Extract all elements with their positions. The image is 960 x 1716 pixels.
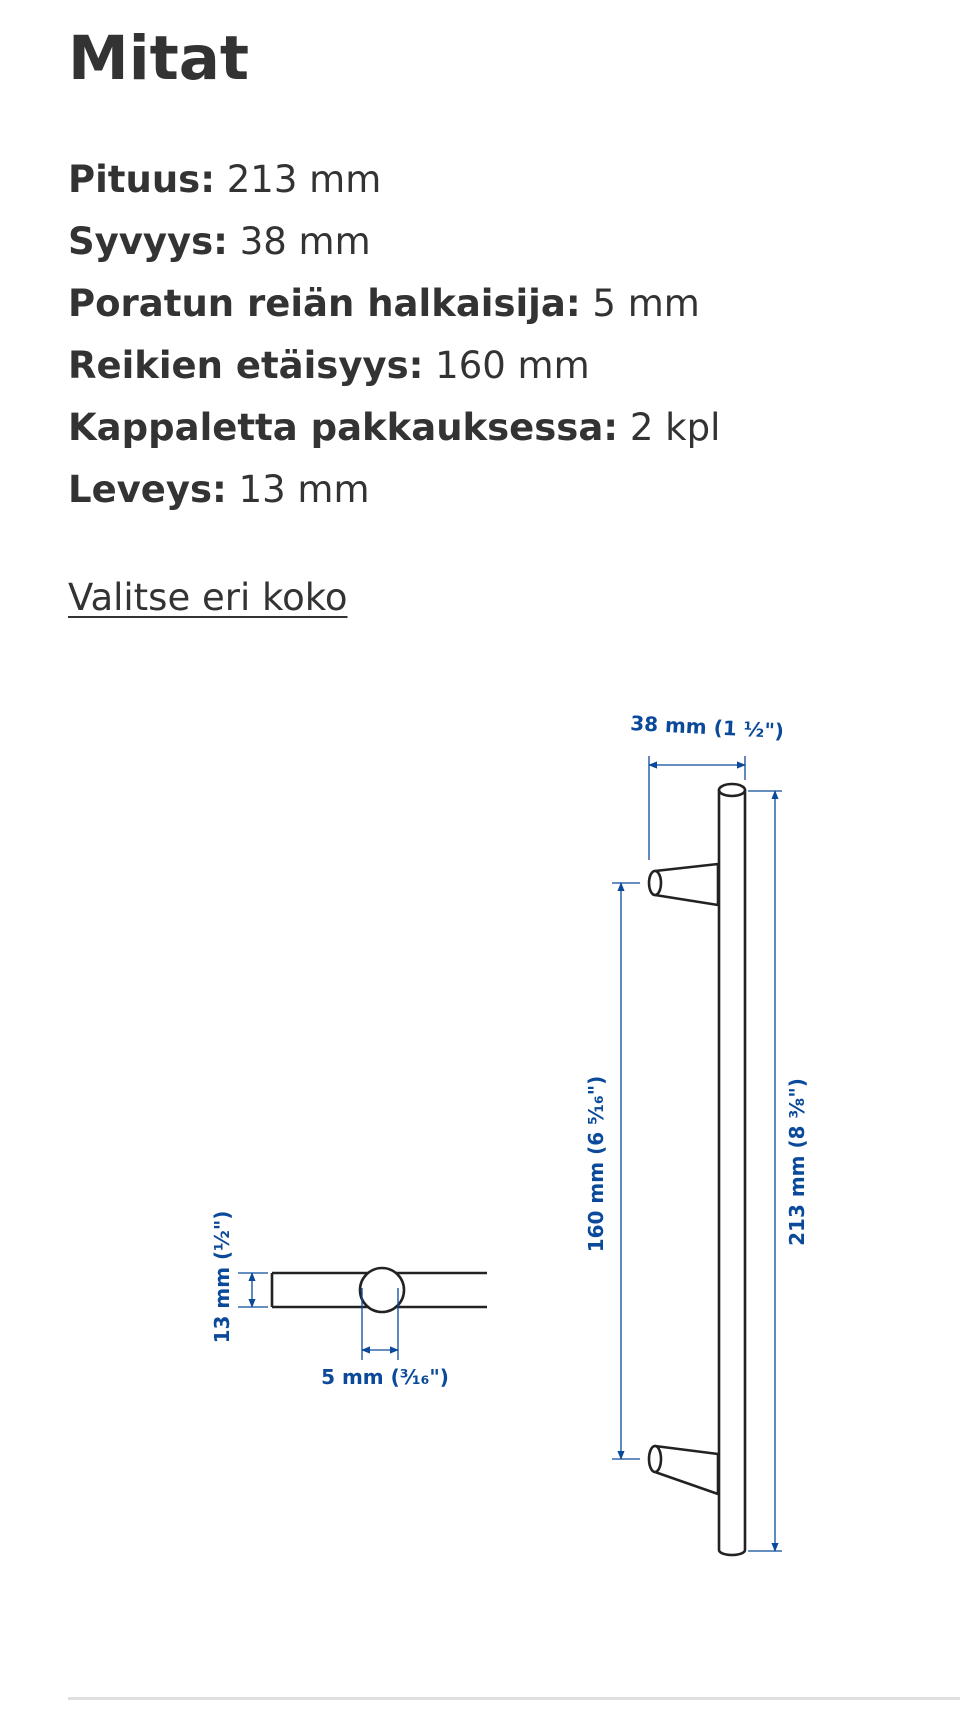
spec-hole-diameter: Poratun reiän halkaisija: 5 mm <box>68 282 700 325</box>
choose-size-link[interactable]: Valitse eri koko <box>68 576 348 619</box>
spec-length: Pituus: 213 mm <box>68 158 382 201</box>
handle-lower-leg-end <box>649 1446 661 1472</box>
spec-value: 2 kpl <box>629 406 721 449</box>
spec-value: 160 mm <box>435 344 590 387</box>
spec-width: Leveys: 13 mm <box>68 468 370 511</box>
spec-label: Poratun reiän halkaisija <box>68 282 566 325</box>
handle-lower-leg <box>655 1446 718 1494</box>
spec-value: 13 mm <box>238 468 370 511</box>
spec-label: Syvyys <box>68 220 214 263</box>
dim-depth-label: 38 mm (1 ½") <box>629 711 785 744</box>
handle-side-view <box>649 784 745 1555</box>
handle-bar-top <box>719 784 745 796</box>
dim-length-label: 213 mm (8 ³⁄₈") <box>785 1078 809 1246</box>
spec-label: Reikien etäisyys <box>68 344 409 387</box>
handle-cross-section <box>272 1268 487 1312</box>
dim-hole-diameter-label: 5 mm (³⁄₁₆") <box>321 1365 449 1389</box>
spec-value: 5 mm <box>592 282 700 325</box>
spec-label: Kappaletta pakkauksessa <box>68 406 604 449</box>
spec-hole-spacing: Reikien etäisyys: 160 mm <box>68 344 590 387</box>
spec-label: Pituus <box>68 158 201 201</box>
section-divider <box>68 1697 960 1700</box>
spec-label: Leveys <box>68 468 213 511</box>
handle-upper-leg-end <box>649 871 661 895</box>
spec-pieces-per-pack: Kappaletta pakkauksessa: 2 kpl <box>68 406 721 449</box>
handle-upper-leg <box>655 864 718 905</box>
spec-depth: Syvyys: 38 mm <box>68 220 371 263</box>
handle-bar <box>719 790 745 1555</box>
dimensions-list <box>68 149 720 521</box>
spec-value: 213 mm <box>226 158 382 201</box>
page-title: Mitat <box>68 23 250 94</box>
dim-hole-spacing-label: 160 mm (6 ⁵⁄₁₆") <box>584 1075 608 1253</box>
spec-value: 38 mm <box>239 220 371 263</box>
dim-width-label: 13 mm (½") <box>210 1210 234 1344</box>
handle-dimension-drawing <box>0 700 960 1600</box>
